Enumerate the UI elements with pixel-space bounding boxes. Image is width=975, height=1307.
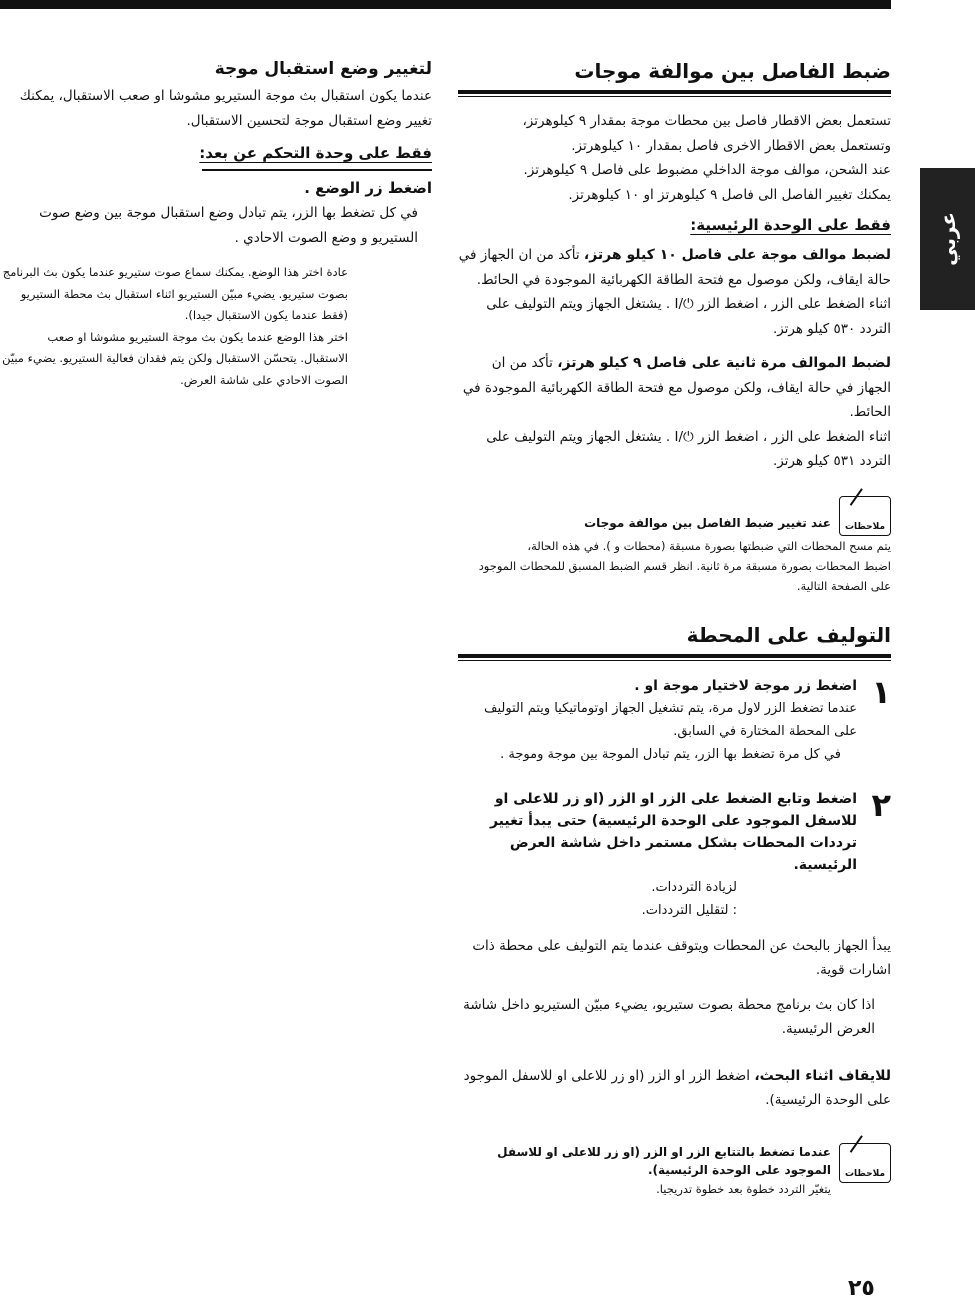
divider — [458, 90, 891, 97]
step-number: ٢ — [871, 785, 891, 824]
step-number: ١ — [871, 672, 891, 711]
language-tab: عربي — [920, 168, 975, 310]
step-1: ١ اضغط زر موجة لاختيار موجة او . عندما تضغط الزر لاول مرة، يتم تشغيل الجهاز اوتوماتيكيا ويتم التوليف على المحطة المختارة في السابق. في كل مرة تضغط بها الزر، يتم تبادل الموجة بين موجة وموجة . — [458, 675, 891, 766]
subheading-remote: فقط على وحدة التحكم عن بعد: — [199, 144, 432, 162]
paragraph: لضبط موالف موجة على فاصل ١٠ كيلو هرتز، تأكد من ان الجهاز في حالة ايقاف، ولكن موصول مع فتحة الطاقة الكهربائية الموجودة في الحائط. — [458, 247, 891, 288]
note-box-2: ملاحظات عندما تضغط بالتتابع الزر او الزر (او زر للاعلى او للاسفل الموجود على الوحدة الرئيسية). يتغيّر التردد خطوة بعد خطوة تدريجيا. — [458, 1143, 891, 1199]
paragraph: وتستعمل بعض الاقطار الاخرى فاصل بمقدار ١٠ كيلوهرتز. — [571, 137, 891, 154]
right-column: ضبط الفاصل بين موالفة موجات تستعمل بعض الاقطار فاصل بين محطات موجة بمقدار ٩ كيلوهرتز، وتستعمل بعض الاقطار الاخرى فاصل بمقدار ١٠ كيلوهرتز. عند الشحن، موالف موجة الداخلي مضبوط على فاصل ٩ كيلوهرتز. يمكنك تغيير الفاصل الى فاصل ٩ كيلوهرتز او ١٠ كيلوهرتز. فقط على الوحدة الرئيسية: لضبط موالف موجة على فاصل ١٠ كيلو هرتز، تأكد من ان الجهاز في حالة ايقاف، ولكن موصول مع فتحة الطاقة الكهربائية الموجودة في الحائط. اثناء الضغط على الزر ، اضغط الزر ⏻/I . يشتغل الجهاز ويتم التوليف على التردد ٥٣٠ كيلو هرتز. لضبط الموالف مرة ثانية على فاصل ٩ كيلو هرتز، تأكد من ان الجهاز في حالة ايقاف، ولكن موصول مع فتحة الطاقة الكهربائية الموجودة في الحائط. اثناء الضغط على الزر ، اضغط الزر ⏻/I . يشتغل الجهاز ويتم التوليف على التردد ٥٣١ كيلو هرتز. ملاحظات عند تغيير ضبط الفاصل بين موالفة موجات يتم مسح المحطات التي ضبطتها بصورة مسبقة (محطات و ). في هذه الحالة، اضبط المحطات بصورة مسبقة مرة ثانية. انظر قسم الضبط المسبق للمحطات الموجود على الصفحة التالية. التوليف على المحطة ١ اضغط زر موجة لاختيار موجة او . عندما تضغط الزر لاول مرة، يتم تشغيل الجهاز اوتوماتيكيا ويتم التوليف على المحطة المختارة في السابق. في كل مرة تضغط بها الزر، يتم تبادل الموجة بين موجة وموجة . ٢ اضغط وتابع الضغط على الزر او الزر (او زر للاعلى او للاسفل الموجود على الوحدة الرئيسية) حتى يبدأ تغيير ترددات المحطات بشكل مستمر داخل شاشة العرض الرئيسية. لزيادة الترددات. : لتقليل الترددات. يبدأ الجهاز بالبحث عن المحطات ويتوقف عندما يتم التوليف على محطة ذات اشارات قوية. اذا كان بث برنامج محطة بصوت ستيريو، يضيء مبيّن الستيريو داخل شاشة العرض الرئيسية. للايقاف اثناء البحث، اضغط الزر او الزر (او زر للاعلى او للاسفل الموجود على الوحدة الرئيسية). ملاحظات عندما تضغط بالتتابع الزر او الزر (او زر للاعلى او للاسفل الموجود على الوحدة الرئيسية). يتغيّر التردد خطوة بعد خطوة تدريجيا. — [458, 58, 891, 1199]
step-heading: اضغط وتابع الضغط على الزر او الزر (او زر للاعلى او للاسفل الموجود على الوحدة الرئيسية) حتى يبدأ تغيير ترددات المحطات بشكل مستمر داخل شاشة العرض الرئيسية. — [489, 790, 857, 873]
section-title-tuning: التوليف على المحطة — [686, 622, 891, 647]
page-number: ٢٥ — [848, 1276, 875, 1301]
note-title: عند تغيير ضبط الفاصل بين موالفة موجات — [584, 515, 831, 530]
section-title-fm-mode: لتغيير وضع استقبال موجة — [214, 59, 432, 79]
section-title-spacing: ضبط الفاصل بين موالفة موجات — [574, 59, 891, 83]
step-heading: اضغط زر موجة لاختيار موجة او . — [634, 677, 857, 694]
mode-descriptions: عادة اختر هذا الوضع. يمكنك سماع صوت ستيريو عندما يكون بث البرنامج بصوت ستيريو. يضيء مبيّن الستيريو اثناء استقبال بث محطة الستيريو (فقط عندما يكون الاستقبال جيدا). اختر هذا الوضع عندما يكون بث موجة الستيريو مشوشا او صعب الاستقبال. يتحسّن الاستقبال ولكن يتم فقدان فعالية الستيريو. يضيء مبيّن الصوت الاحادي على شاشة العرض. — [2, 265, 348, 387]
bold-lead: لضبط الموالف مرة ثانية على فاصل ٩ كيلو هرتز، — [557, 355, 891, 371]
step-2: ٢ اضغط وتابع الضغط على الزر او الزر (او زر للاعلى او للاسفل الموجود على الوحدة الرئيسية) حتى يبدأ تغيير ترددات المحطات بشكل مستمر داخل شاشة العرض الرئيسية. لزيادة الترددات. : لتقليل الترددات. — [458, 788, 891, 922]
paragraph: اثناء الضغط على الزر ، اضغط الزر ⏻/I . يشتغل الجهاز ويتم التوليف على التردد ٥٣٠ كيلو هرتز. — [486, 296, 891, 337]
note-content — [584, 496, 831, 532]
divider — [202, 169, 432, 171]
note-box — [458, 496, 891, 536]
notes-icon: ملاحظات — [839, 1143, 891, 1183]
paragraph: اثناء الضغط على الزر ، اضغط الزر ⏻/I . يشتغل الجهاز ويتم التوليف على التردد ٥٣١ كيلو هرتز. — [486, 428, 891, 469]
top-bar — [0, 0, 891, 9]
paragraph: لضبط الموالف مرة ثانية على فاصل ٩ كيلو هرتز، تأكد من ان الجهاز في حالة ايقاف، ولكن موصول مع فتحة الطاقة الكهربائية الموجودة في الحائط. — [462, 355, 891, 420]
divider — [458, 654, 891, 661]
paragraph: يمكنك تغيير الفاصل الى فاصل ٩ كيلوهرتز او ١٠ كيلوهرتز. — [568, 186, 891, 203]
notes-icon: ملاحظات — [839, 496, 891, 536]
note-text: يتم مسح المحطات التي ضبطتها بصورة مسبقة (محطات و ). في هذه الحالة، اضبط المحطات بصورة مسبقة مرة ثانية. انظر قسم الضبط المسبق للمحطات الموجود على الصفحة التالية. — [478, 538, 891, 593]
paragraph: تستعمل بعض الاقطار فاصل بين محطات موجة بمقدار ٩ كيلوهرتز، — [522, 113, 891, 129]
left-column: لتغيير وضع استقبال موجة عندما يكون استقبال بث موجة الستيريو مشوشا او صعب الاستقبال، يمكنك تغيير وضع استقبال موجة لتحسين الاستقبال. فقط على وحدة التحكم عن بعد: اضغط زر الوضع . في كل تضغط بها الزر، يتم تبادل وضع استقبال موجة بين وضع صوت الستيريو و وضع الصوت الاحادي . عادة اختر هذا الوضع. يمكنك سماع صوت ستيريو عندما يكون بث البرنامج بصوت ستيريو. يضيء مبيّن الستيريو اثناء استقبال بث محطة الستيريو (فقط عندما يكون الاستقبال جيدا). اختر هذا الوضع عندما يكون بث موجة الستيريو مشوشا او صعب الاستقبال. يتحسّن الاستقبال ولكن يتم فقدان فعالية الستيريو. يضيء مبيّن الصوت الاحادي على شاشة العرض. — [0, 58, 432, 391]
paragraph: عند الشحن، موالف موجة الداخلي مضبوط على فاصل ٩ كيلوهرتز. — [523, 162, 891, 178]
bold-lead: لضبط موالف موجة على فاصل ١٠ كيلو هرتز، — [583, 247, 891, 263]
press-mode-heading: اضغط زر الوضع . — [304, 179, 432, 197]
subheading-main-unit: فقط على الوحدة الرئيسية: — [690, 216, 891, 234]
